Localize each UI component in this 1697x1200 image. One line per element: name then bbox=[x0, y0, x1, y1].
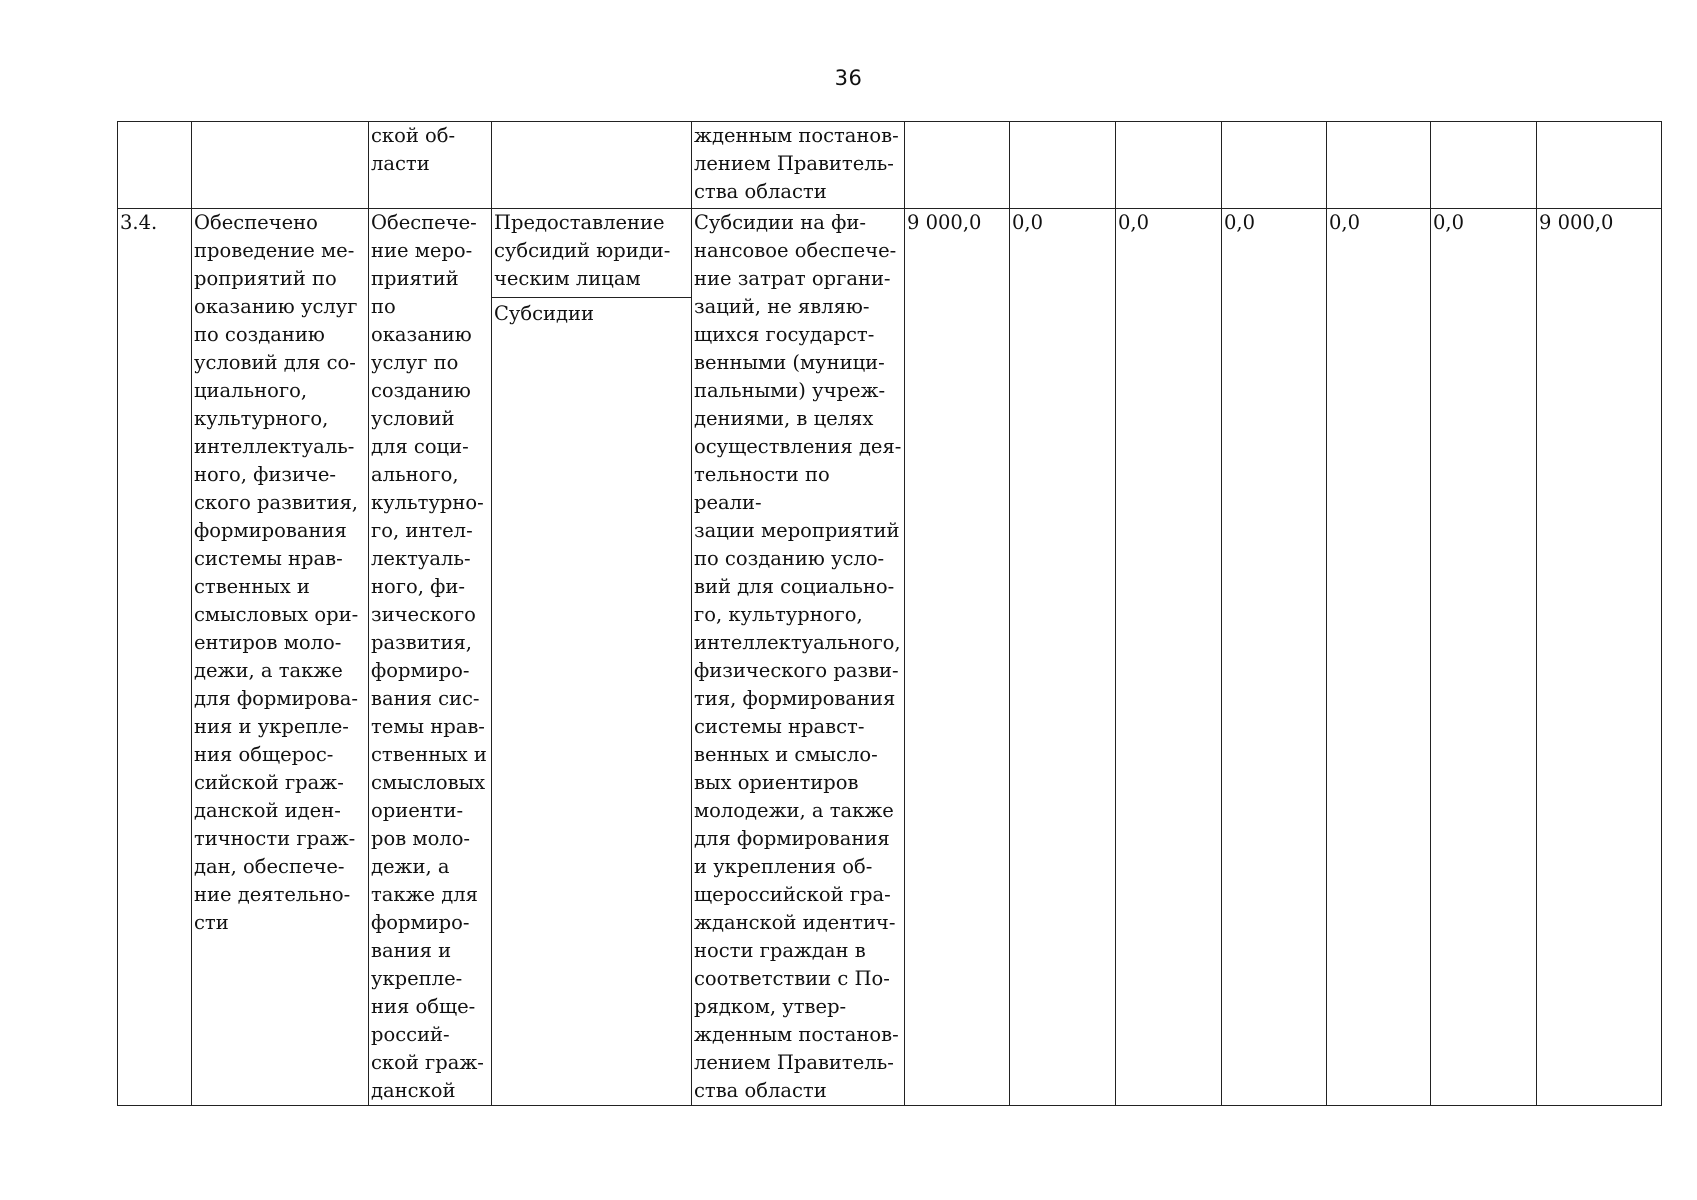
table-row-continuation bbox=[118, 122, 1662, 209]
cell-description bbox=[692, 122, 905, 209]
value-2026: 0,0 bbox=[1118, 211, 1150, 234]
cell-result bbox=[192, 209, 369, 1106]
cell-value bbox=[1222, 122, 1327, 209]
cell-value bbox=[1537, 122, 1662, 209]
cell-result bbox=[192, 122, 369, 209]
table-row-3-4 bbox=[118, 209, 1662, 1106]
value-2029: 0,0 bbox=[1433, 211, 1465, 234]
cell-event bbox=[369, 209, 492, 1106]
cell-value bbox=[1327, 209, 1431, 1106]
form-type-text: Субсидии bbox=[494, 302, 595, 325]
cell-value bbox=[1010, 209, 1116, 1106]
row-number: 3.4. bbox=[120, 211, 158, 234]
value-total-2024: 9 000,0 bbox=[907, 211, 982, 234]
description-continuation-text: жденным постанов- лением Правитель- ства области bbox=[694, 124, 899, 203]
cell-value bbox=[1537, 209, 1662, 1106]
cell-value bbox=[1222, 209, 1327, 1106]
cell-value bbox=[1116, 209, 1222, 1106]
form-provision-text: Предоставление субсидий юриди- ческим лицам bbox=[492, 209, 691, 298]
program-table bbox=[117, 121, 1662, 1106]
cell-description bbox=[692, 209, 905, 1106]
cell-form bbox=[492, 122, 692, 209]
cell-value bbox=[1431, 122, 1537, 209]
cell-event bbox=[369, 122, 492, 209]
value-total: 9 000,0 bbox=[1539, 211, 1614, 234]
value-2027: 0,0 bbox=[1224, 211, 1256, 234]
cell-form bbox=[492, 209, 692, 1106]
event-continuation-text: ской об- ласти bbox=[371, 124, 456, 175]
description-text: Субсидии на фи- нансовое обеспече- ние затрат органи- заций, не являю- щихся государст- венными (муници- пальными) учреж- дениями, в целях осуществления дея- тельности по реали- зации мероприятий по созданию усло- вий для социально- го, культурного, интеллектуального, физического разви- тия, формирования системы нравст- венных и смысло- вых ориентиров молодежи, а также для формирования и укрепления об- щероссийской гра- жданской идентич- ности граждан в соответствии с По- рядком, утвер- жденным постанов- лением Правитель- ства области bbox=[694, 211, 902, 1102]
cell-num bbox=[118, 122, 192, 209]
cell-value bbox=[1116, 122, 1222, 209]
page-number: 36 bbox=[834, 66, 863, 90]
value-2028: 0,0 bbox=[1329, 211, 1361, 234]
cell-value bbox=[1010, 122, 1116, 209]
cell-value bbox=[905, 209, 1010, 1106]
cell-value bbox=[905, 122, 1010, 209]
cell-value bbox=[1327, 122, 1431, 209]
cell-num bbox=[118, 209, 192, 1106]
cell-value bbox=[1431, 209, 1537, 1106]
result-text: Обеспечено проведение ме- роприятий по оказанию услуг по созданию условий для со- циального, культурного, интеллектуаль- ного, физиче- ского развития, формирования системы нрав- ственных и смысловых ори- ентиров моло- дежи, а также для формирова- ния и укрепле- ния общерос- сийской граж- данской иден- тичности граж- дан, обеспече- ние деятельно- сти bbox=[194, 211, 359, 934]
value-2025: 0,0 bbox=[1012, 211, 1044, 234]
event-text: Обеспече- ние меро- приятий по оказанию услуг по созданию условий для соци- ального, культурно- го, интел- лектуаль- ного, фи- зического развития, формиро- вания сис- темы нрав- ственных и смысловых ориенти- ров моло- дежи, а также для формиро- вания и укрепле- ния обще- россий- ской граж- данской bbox=[371, 211, 487, 1102]
